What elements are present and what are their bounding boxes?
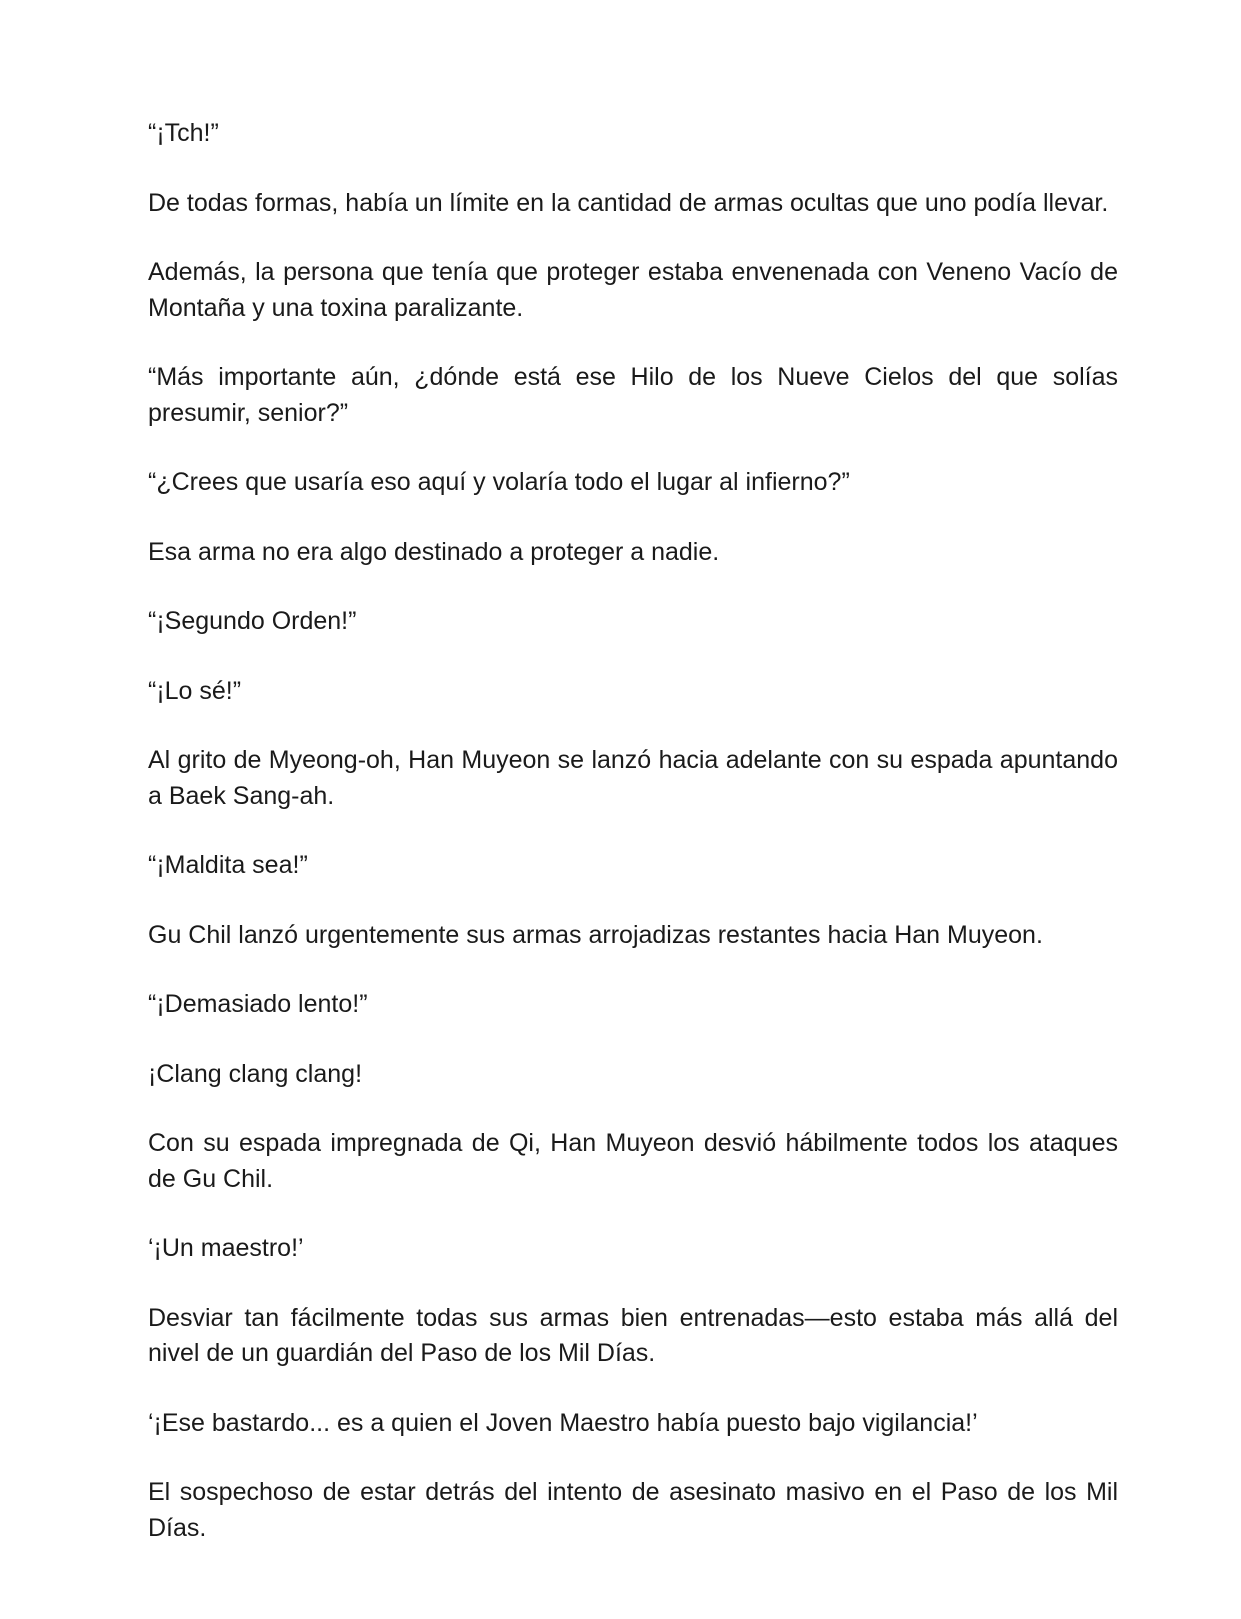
- paragraph-18: El sospechoso de estar detrás del intento de asesinato masivo en el Paso de los Mil Días.: [148, 1478, 1118, 1542]
- paragraph-12: “¡Demasiado lento!”: [148, 990, 368, 1018]
- paragraph-16: Desviar tan fácilmente todas sus armas bien entrenadas—esto estaba más allá del nivel de un guardián del Paso de los Mil Días.: [148, 1303, 1118, 1367]
- paragraph-10: “¡Maldita sea!”: [148, 851, 308, 879]
- paragraph-9: Al grito de Myeong-oh, Han Muyeon se lanzó hacia adelante con su espada apuntando a Baek Sang-ah.: [148, 746, 1118, 810]
- paragraph-4: “Más importante aún, ¿dónde está ese Hilo de los Nueve Cielos del que solías presumir, senior?”: [148, 363, 1118, 427]
- paragraph-11: Gu Chil lanzó urgentemente sus armas arrojadizas restantes hacia Han Muyeon.: [148, 920, 1043, 949]
- paragraph-5: “¿Crees que usaría eso aquí y volaría todo el lugar al infierno?”: [148, 468, 850, 496]
- paragraph-15: ‘¡Un maestro!’: [148, 1234, 304, 1262]
- paragraph-1: “¡Tch!”: [148, 119, 219, 147]
- paragraph-17: ‘¡Ese bastardo... es a quien el Joven Maestro había puesto bajo vigilancia!’: [148, 1408, 978, 1437]
- paragraph-2: De todas formas, había un límite en la cantidad de armas ocultas que uno podía llevar.: [148, 188, 1109, 217]
- paragraph-6: Esa arma no era algo destinado a proteger a nadie.: [148, 537, 720, 566]
- paragraph-13: ¡Clang clang clang!: [148, 1059, 363, 1088]
- paragraph-3: Además, la persona que tenía que proteger estaba envenenada con Veneno Vacío de Montaña y una toxina paralizante.: [148, 258, 1118, 322]
- body-text: [148, 116, 1118, 1546]
- paragraph-14: Con su espada impregnada de Qi, Han Muyeon desvió hábilmente todos los ataques de Gu Chil.: [148, 1129, 1118, 1193]
- paragraph-8: “¡Lo sé!”: [148, 676, 242, 705]
- paragraph-7: “¡Segundo Orden!”: [148, 607, 357, 635]
